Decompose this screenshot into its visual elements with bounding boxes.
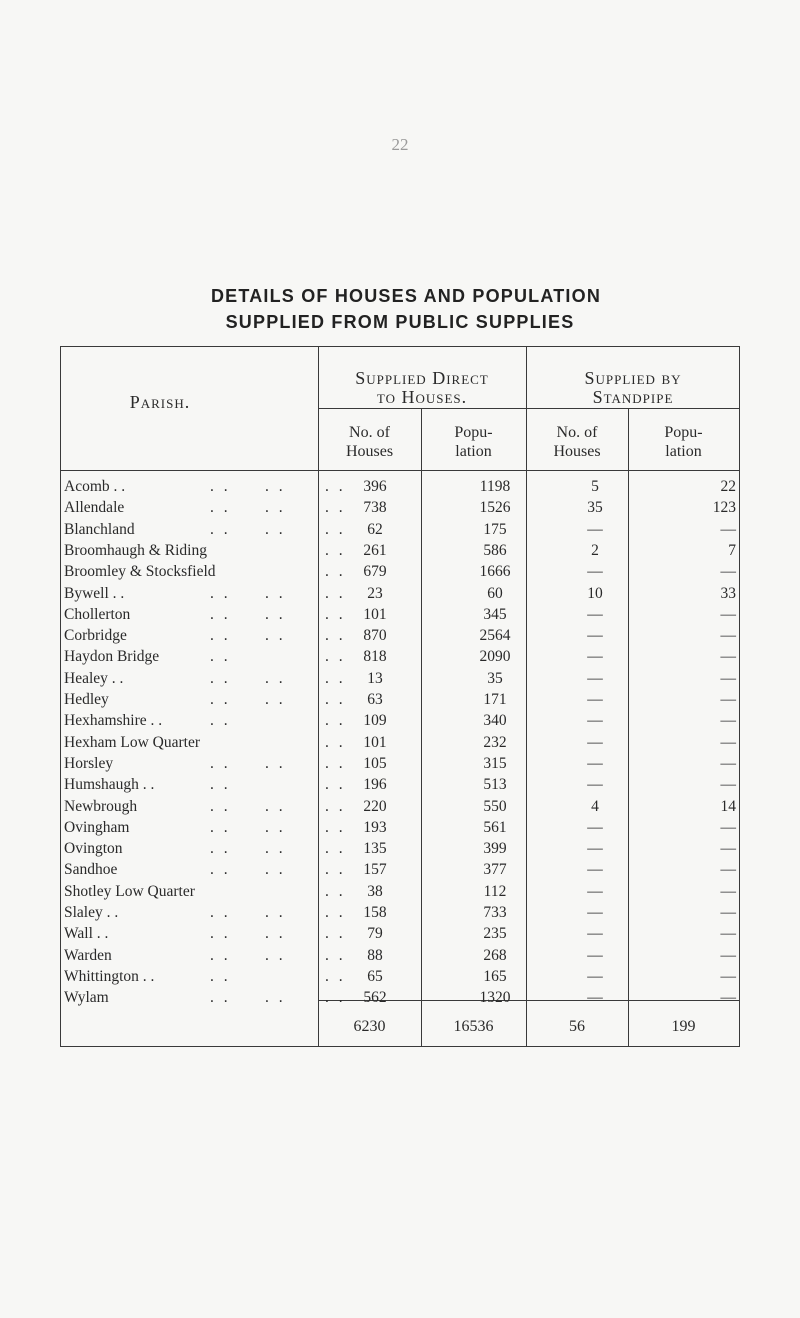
header-text: lation bbox=[665, 443, 702, 460]
table-row bbox=[60, 563, 740, 583]
standpipe-population: — bbox=[720, 648, 736, 666]
parish-name: Wylam bbox=[64, 989, 109, 1007]
leader-dots: . . . . bbox=[210, 605, 286, 623]
row-leader: . . bbox=[325, 989, 346, 1007]
table-row bbox=[60, 712, 740, 732]
header-direct-population bbox=[421, 423, 526, 461]
page-number: 22 bbox=[391, 135, 409, 154]
leader-dots: . . bbox=[210, 776, 231, 794]
table-row bbox=[60, 989, 740, 1009]
row-leader: . . bbox=[325, 797, 346, 815]
standpipe-houses: — bbox=[587, 882, 603, 900]
table-row bbox=[60, 819, 740, 839]
total-direct-population: 16536 bbox=[453, 1018, 494, 1035]
header-parish: Parish. bbox=[129, 392, 191, 412]
standpipe-houses: — bbox=[587, 946, 603, 964]
header-standpipe-houses bbox=[526, 423, 628, 461]
table-row bbox=[60, 883, 740, 903]
parish-name: Slaley . . bbox=[64, 904, 119, 921]
leader-dots: . . bbox=[210, 648, 231, 666]
parish-name: Humshaugh . . bbox=[64, 776, 155, 794]
direct-population: 586 bbox=[483, 541, 507, 559]
header-text: Houses bbox=[553, 443, 601, 460]
row-leader: . . bbox=[325, 904, 346, 921]
table-row bbox=[60, 925, 740, 945]
leader-dots: . . . . bbox=[210, 904, 286, 921]
parish-name: Bywell . . bbox=[64, 584, 125, 602]
row-leader: . . bbox=[325, 776, 346, 794]
standpipe-population: 123 bbox=[712, 499, 736, 517]
direct-population: 2090 bbox=[479, 648, 511, 666]
direct-population: 232 bbox=[483, 733, 507, 751]
table-row bbox=[60, 542, 740, 562]
row-leader: . . bbox=[325, 691, 346, 708]
page-title bbox=[0, 283, 800, 335]
standpipe-houses: — bbox=[587, 861, 603, 879]
standpipe-houses: 35 bbox=[587, 499, 603, 517]
direct-houses: 158 bbox=[363, 904, 387, 921]
direct-population: 315 bbox=[483, 754, 507, 772]
row-leader: . . bbox=[325, 520, 346, 538]
direct-population: 561 bbox=[483, 818, 507, 836]
table-row bbox=[60, 499, 740, 519]
table-row bbox=[60, 606, 740, 626]
direct-population: 235 bbox=[483, 925, 507, 943]
standpipe-population: — bbox=[720, 627, 736, 645]
leader-dots: . . . . bbox=[210, 478, 286, 495]
standpipe-houses: — bbox=[587, 648, 603, 666]
direct-houses: 738 bbox=[363, 499, 387, 517]
table-row bbox=[60, 734, 740, 754]
leader-dots: . . . . bbox=[210, 754, 286, 772]
header-text: Popu- bbox=[664, 424, 703, 441]
row-leader: . . bbox=[325, 925, 346, 943]
standpipe-population: — bbox=[720, 861, 736, 879]
table-row bbox=[60, 478, 740, 498]
standpipe-population: — bbox=[720, 818, 736, 836]
standpipe-houses: — bbox=[587, 691, 603, 708]
standpipe-population: — bbox=[720, 605, 736, 623]
parish-name: Shotley Low Quarter bbox=[64, 882, 195, 900]
standpipe-population: 22 bbox=[720, 478, 736, 495]
direct-population: 1666 bbox=[479, 563, 511, 581]
header-text: lation bbox=[455, 443, 492, 460]
standpipe-population: — bbox=[720, 904, 736, 921]
parish-name: Sandhoe bbox=[64, 861, 118, 879]
direct-population: 513 bbox=[483, 776, 507, 794]
header-supplied-standpipe bbox=[526, 369, 740, 407]
standpipe-houses: — bbox=[587, 605, 603, 623]
direct-houses: 23 bbox=[367, 584, 383, 602]
direct-population: 165 bbox=[483, 967, 507, 985]
standpipe-houses: 2 bbox=[591, 541, 599, 559]
standpipe-houses: 4 bbox=[591, 797, 599, 815]
standpipe-population: — bbox=[720, 563, 736, 581]
leader-dots: . . . . bbox=[210, 627, 286, 645]
parish-name: Whittington . . bbox=[64, 967, 155, 985]
leader-dots: . . . . bbox=[210, 840, 286, 858]
standpipe-population: — bbox=[720, 925, 736, 943]
standpipe-population: 7 bbox=[728, 541, 736, 559]
direct-population: 733 bbox=[483, 904, 507, 921]
direct-houses: 13 bbox=[367, 669, 383, 687]
row-leader: . . bbox=[325, 669, 346, 687]
leader-dots: . . . . bbox=[210, 818, 286, 836]
standpipe-houses: — bbox=[587, 904, 603, 921]
leader-dots: . . . . bbox=[210, 669, 286, 687]
table-row bbox=[60, 776, 740, 796]
direct-houses: 220 bbox=[363, 797, 387, 815]
table-row bbox=[60, 585, 740, 605]
header-text: Houses bbox=[345, 443, 394, 460]
leader-dots: . . . . bbox=[210, 499, 286, 517]
header-standpipe-population bbox=[628, 423, 739, 461]
header-text: Popu- bbox=[454, 424, 493, 441]
standpipe-houses: — bbox=[587, 925, 603, 943]
direct-houses: 101 bbox=[363, 733, 387, 751]
standpipe-houses: — bbox=[587, 989, 603, 1007]
header-direct-houses bbox=[318, 423, 421, 461]
direct-population: 112 bbox=[483, 882, 507, 900]
leader-dots: . . . . bbox=[210, 520, 286, 538]
standpipe-population: — bbox=[720, 946, 736, 964]
row-leader: . . bbox=[325, 840, 346, 858]
parish-name: Broomley & Stocksfield bbox=[64, 563, 216, 581]
direct-houses: 818 bbox=[363, 648, 387, 666]
row-leader: . . bbox=[325, 733, 346, 751]
standpipe-houses: — bbox=[587, 627, 603, 645]
parish-name: Healey . . bbox=[64, 669, 124, 687]
header-stand-line-2: Standpipe bbox=[592, 387, 674, 407]
direct-houses: 261 bbox=[363, 541, 387, 559]
total-standpipe-houses: 56 bbox=[569, 1018, 585, 1035]
standpipe-population: — bbox=[720, 840, 736, 858]
direct-houses: 679 bbox=[363, 563, 387, 581]
direct-houses: 105 bbox=[363, 754, 387, 772]
direct-population: 2564 bbox=[479, 627, 511, 645]
standpipe-population: — bbox=[720, 733, 736, 751]
table-row bbox=[60, 755, 740, 775]
direct-houses: 101 bbox=[363, 605, 387, 623]
direct-houses: 135 bbox=[363, 840, 387, 858]
direct-population: 550 bbox=[483, 797, 507, 815]
direct-houses: 65 bbox=[367, 967, 383, 985]
row-leader: . . bbox=[325, 754, 346, 772]
row-leader: . . bbox=[325, 478, 346, 495]
standpipe-population: 33 bbox=[720, 584, 736, 602]
table-row bbox=[60, 861, 740, 881]
header-text: No. of bbox=[349, 424, 390, 441]
direct-houses: 62 bbox=[367, 520, 383, 538]
table-row bbox=[60, 968, 740, 988]
row-leader: . . bbox=[325, 499, 346, 517]
leader-dots: . . . . bbox=[210, 691, 286, 708]
table-row bbox=[60, 904, 740, 924]
direct-population: 60 bbox=[487, 584, 503, 602]
header-supplied-direct bbox=[318, 369, 526, 407]
direct-population: 175 bbox=[483, 520, 507, 538]
row-leader: . . bbox=[325, 861, 346, 879]
table-row bbox=[60, 627, 740, 647]
table-row bbox=[60, 947, 740, 967]
row-leader: . . bbox=[325, 605, 346, 623]
direct-population: 399 bbox=[483, 840, 507, 858]
direct-population: 171 bbox=[483, 691, 507, 708]
standpipe-population: — bbox=[720, 776, 736, 794]
row-leader: . . bbox=[325, 584, 346, 602]
standpipe-houses: — bbox=[587, 563, 603, 581]
standpipe-population: — bbox=[720, 882, 736, 900]
standpipe-houses: 10 bbox=[587, 584, 603, 602]
direct-population: 377 bbox=[483, 861, 507, 879]
parish-name: Hedley bbox=[64, 691, 109, 708]
parish-name: Broomhaugh & Riding bbox=[64, 541, 207, 559]
direct-houses: 396 bbox=[363, 478, 387, 495]
direct-houses: 193 bbox=[363, 818, 387, 836]
table-row bbox=[60, 521, 740, 541]
direct-houses: 79 bbox=[367, 925, 383, 943]
direct-population: 1526 bbox=[479, 499, 511, 517]
row-leader: . . bbox=[325, 712, 346, 730]
parish-name: Newbrough bbox=[64, 797, 138, 815]
leader-dots: . . bbox=[210, 967, 231, 985]
table-row bbox=[60, 648, 740, 668]
row-leader: . . bbox=[325, 967, 346, 985]
row-leader: . . bbox=[325, 541, 346, 559]
table-row bbox=[60, 840, 740, 860]
parish-name: Allendale bbox=[64, 499, 125, 517]
leader-dots: . . . . bbox=[210, 797, 286, 815]
standpipe-population: — bbox=[720, 967, 736, 985]
parish-name: Hexham Low Quarter bbox=[64, 733, 201, 751]
standpipe-houses: — bbox=[587, 712, 603, 730]
parish-name: Horsley bbox=[64, 754, 114, 772]
direct-houses: 157 bbox=[363, 861, 387, 879]
direct-houses: 109 bbox=[363, 712, 387, 730]
direct-houses: 88 bbox=[367, 946, 383, 964]
standpipe-population: — bbox=[720, 691, 736, 708]
parish-name: Ovingham bbox=[64, 818, 130, 836]
direct-houses: 196 bbox=[363, 776, 387, 794]
leader-dots: . . . . bbox=[210, 989, 286, 1007]
header-stand-line-1: Supplied by bbox=[584, 368, 682, 388]
standpipe-population: 14 bbox=[720, 797, 736, 815]
row-leader: . . bbox=[325, 946, 346, 964]
row-leader: . . bbox=[325, 882, 346, 900]
parish-name: Wall . . bbox=[64, 925, 109, 943]
direct-houses: 63 bbox=[367, 691, 383, 708]
leader-dots: . . . . bbox=[210, 861, 286, 879]
table-row bbox=[60, 798, 740, 818]
row-leader: . . bbox=[325, 563, 346, 581]
parish-name: Chollerton bbox=[64, 605, 131, 623]
row-leader: . . bbox=[325, 627, 346, 645]
direct-population: 340 bbox=[483, 712, 507, 730]
standpipe-population: — bbox=[720, 669, 736, 687]
parish-name: Hexhamshire . . bbox=[64, 712, 163, 730]
parish-name: Acomb . . bbox=[64, 478, 126, 495]
standpipe-population: — bbox=[720, 989, 736, 1007]
direct-houses: 38 bbox=[367, 882, 383, 900]
direct-population: 1198 bbox=[479, 478, 511, 495]
direct-population: 268 bbox=[483, 946, 507, 964]
total-standpipe-population: 199 bbox=[671, 1018, 696, 1035]
standpipe-houses: — bbox=[587, 967, 603, 985]
title-line-2: SUPPLIED FROM PUBLIC SUPPLIES bbox=[225, 312, 575, 332]
standpipe-houses: — bbox=[587, 754, 603, 772]
standpipe-population: — bbox=[720, 520, 736, 538]
leader-dots: . . . . bbox=[210, 584, 286, 602]
table-row bbox=[60, 691, 740, 711]
standpipe-population: — bbox=[720, 712, 736, 730]
header-direct-line-2: to Houses. bbox=[376, 387, 468, 407]
parish-name: Warden bbox=[64, 946, 112, 964]
parish-name: Haydon Bridge bbox=[64, 648, 160, 666]
parish-name: Corbridge bbox=[64, 627, 127, 645]
direct-population: 35 bbox=[487, 669, 503, 687]
direct-population: 1320 bbox=[479, 989, 511, 1007]
direct-population: 345 bbox=[483, 605, 507, 623]
row-leader: . . bbox=[325, 648, 346, 666]
standpipe-population: — bbox=[720, 754, 736, 772]
leader-dots: . . . . bbox=[210, 925, 286, 943]
leader-dots: . . bbox=[210, 712, 231, 730]
standpipe-houses: 5 bbox=[591, 478, 599, 495]
direct-houses: 870 bbox=[363, 627, 387, 645]
standpipe-houses: — bbox=[587, 818, 603, 836]
header-direct-line-1: Supplied Direct bbox=[355, 368, 489, 388]
parish-name: Ovington bbox=[64, 840, 123, 858]
direct-houses: 562 bbox=[363, 989, 387, 1007]
title-line-1: DETAILS OF HOUSES AND POPULATION bbox=[210, 286, 602, 306]
total-direct-houses: 6230 bbox=[353, 1018, 386, 1035]
standpipe-houses: — bbox=[587, 733, 603, 751]
standpipe-houses: — bbox=[587, 669, 603, 687]
leader-dots: . . . . bbox=[210, 946, 286, 964]
table-row bbox=[60, 670, 740, 690]
standpipe-houses: — bbox=[587, 840, 603, 858]
standpipe-houses: — bbox=[587, 776, 603, 794]
standpipe-houses: — bbox=[587, 520, 603, 538]
header-text: No. of bbox=[556, 424, 598, 441]
row-leader: . . bbox=[325, 818, 346, 836]
parish-name: Blanchland bbox=[64, 520, 135, 538]
